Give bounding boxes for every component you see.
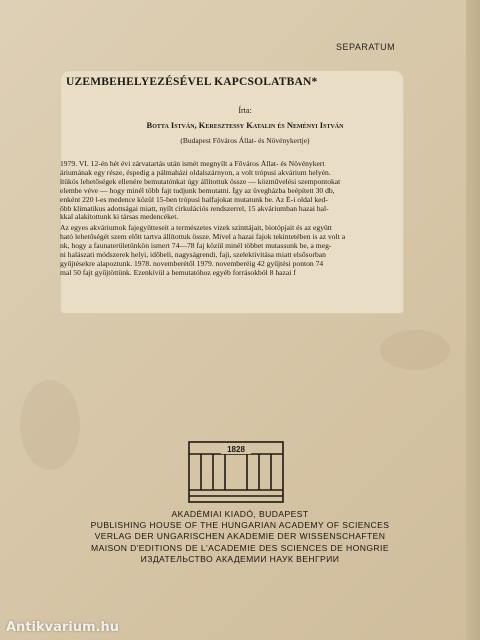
publisher-line: VERLAG DER UNGARISCHEN AKADEMIE DER WISSENSCHAFTEN: [94, 531, 386, 542]
paper-stain: [20, 380, 80, 470]
article-body: [60, 160, 404, 280]
body-line: őbb klimatikus adottságai miatt, nyílt cirkulációs rendszerrel, 15 akváriumban hazai hal-: [60, 204, 329, 213]
body-line: enként 220 l-es medence közül 15-ben trópusi halfajokat mutatunk be. Az É-i oldal ked-: [60, 195, 328, 204]
body-line: áriumának egy része, éspedig a pálmaházi oldalszárnyon, a volt trópusi akvárium helyén.: [60, 168, 331, 177]
publisher-line: PUBLISHING HOUSE OF THE HUNGARIAN ACADEMY OF SCIENCES: [90, 520, 390, 531]
publisher-line: ИЗДАТЕЛЬСТВО АКАДЕМИИ НАУК ВЕНГРИИ: [140, 553, 340, 564]
paragraph: [60, 160, 404, 222]
body-line: Az egyes akváriumok fajegyütteseit a természetes vizek szinttájait, biotópjait és az együtt: [60, 224, 333, 233]
logo-year: 1828: [227, 445, 245, 454]
body-line: mal 50 fajt gyűjtöttünk. Ezenkívül a bemutatóhoz egyéb forrásokból 8 hazai f: [60, 268, 296, 277]
body-line: nk, hogy a faunaterületünkön ismert 74—78 faj közül minél többet mutassunk be, a meg-: [60, 242, 332, 251]
body-line: ltükös lehetőségek ellenére bemutatónkat úgy állítottuk össze — közművelési szempontokat: [60, 177, 341, 186]
body-line: 1979. VI. 12-én hét évi zárvatartás után ismét megnyílt a Főváros Állat- és Növénykert: [60, 160, 325, 168]
by-label: Írta:: [238, 106, 252, 115]
article-affiliation: (Budapest Főváros Állat- és Növénykertje): [180, 136, 310, 145]
body-line: ni halászati módszerek helyi, időbeli, nagyságrendi, faji, szelektivitása miatt elsősorban: [60, 251, 326, 260]
body-line: ható lehetőségét szem előtt tartva állítottuk össze. Mivel a hazai fajok tekintetében is az volt a: [60, 233, 346, 242]
paragraph: [60, 224, 404, 277]
article-authors: Botta István, Keresztessy Katalin és Neményi István: [146, 120, 344, 130]
article-title: UZEMBEHELYEZÉSÉVEL KAPCSOLATBAN*: [66, 76, 318, 88]
publisher-line: MAISON D'EDITIONS DE L'ACADEMIE DES SCIENCES DE HONGRIE: [91, 542, 389, 553]
body-line: kkal alakítottunk ki társas medencéket.: [60, 213, 179, 222]
separatum-label: SEPARATUM: [336, 42, 396, 52]
publisher-block: [0, 509, 480, 565]
publisher-line: AKADÉMIAI KIADÓ, BUDAPEST: [171, 509, 309, 519]
body-line: elembe véve — hogy minél több fajt tudjunk bemutatni. Így az üvegházba beépített 30 db,: [60, 186, 335, 195]
academy-logo: [187, 440, 285, 504]
body-line: gyűjtésekre alapoztunk. 1978. novemberétől 1979. novemberéig 42 gyűjtési ponton 74: [60, 259, 324, 268]
watermark: Antikvarium.hu: [6, 620, 119, 635]
paper-stain: [380, 330, 450, 370]
